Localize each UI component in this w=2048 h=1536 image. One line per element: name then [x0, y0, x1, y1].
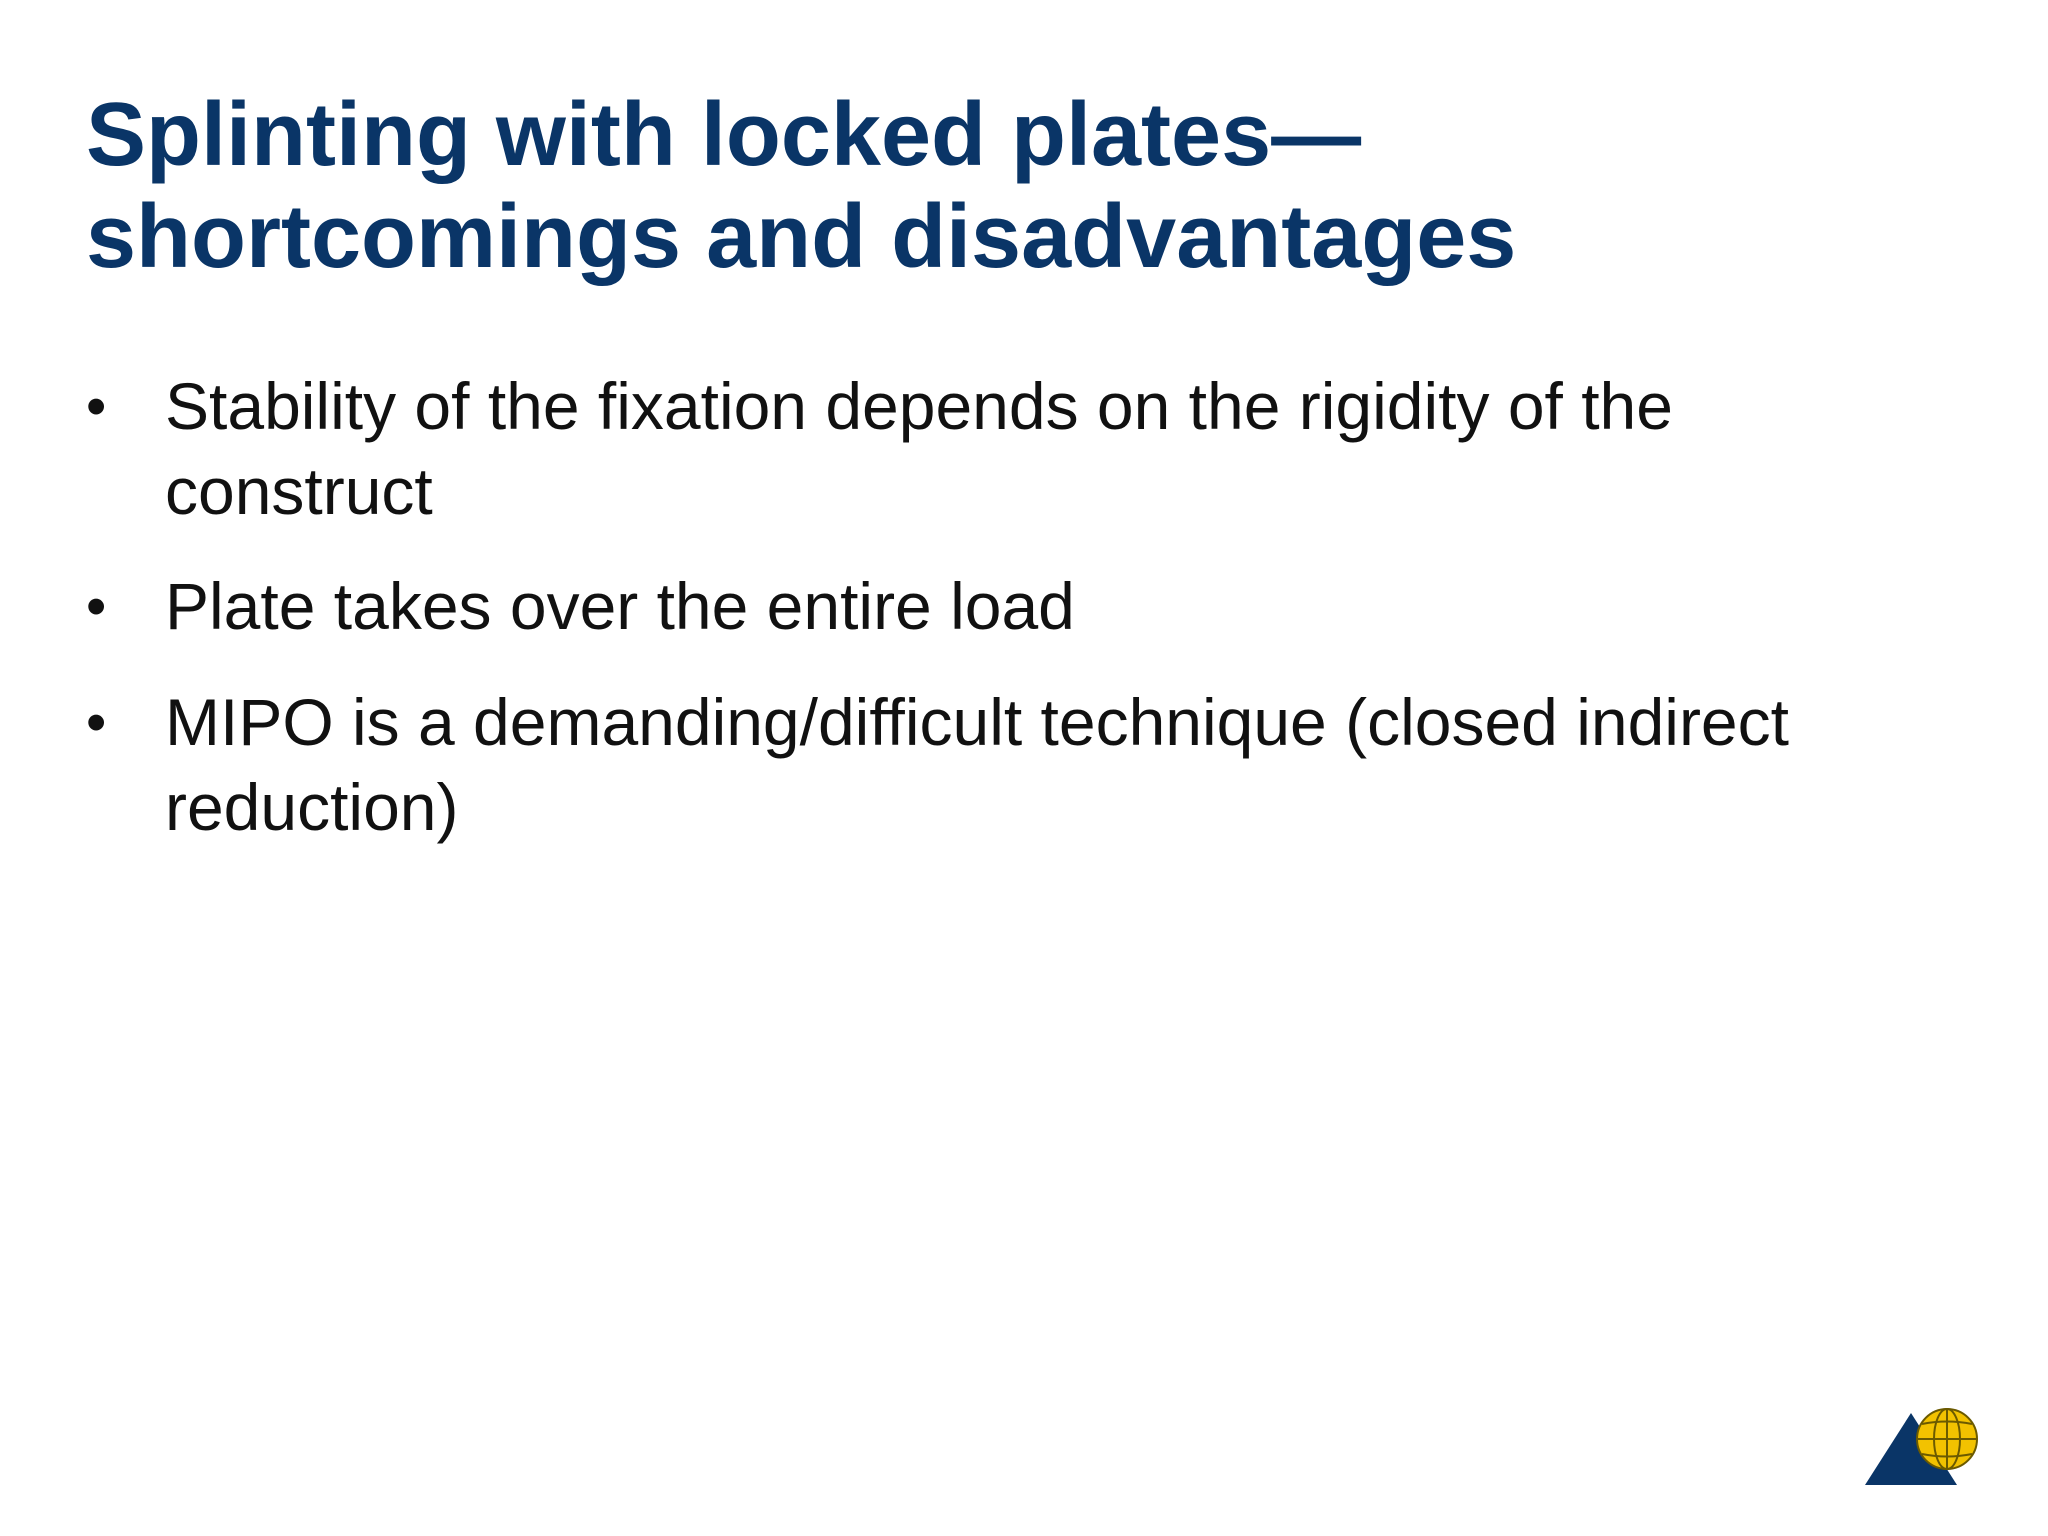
slide-title-line-2: shortcomings and disadvantages: [86, 187, 1517, 287]
bullet-dot: •: [86, 574, 107, 639]
bullet-item-plate-load: [86, 564, 1946, 649]
slide-title: [86, 84, 1936, 288]
triangle-globe-logo-icon: [1865, 1397, 1981, 1487]
bullet-item-stability: [86, 364, 1946, 534]
bullet-list: [86, 364, 1946, 880]
bullet-text-line: Plate takes over the entire load: [165, 569, 1075, 643]
bullet-dot: •: [86, 690, 107, 755]
bullet-text-line: construct: [165, 454, 433, 528]
slide-title-line-1: Splinting with locked plates—: [86, 85, 1362, 185]
bullet-text-line: reduction): [165, 770, 459, 844]
logo-globe: [1917, 1409, 1977, 1469]
bullet-text-line: MIPO is a demanding/difficult technique (closed indirect: [165, 685, 1789, 759]
bullet-item-mipo: [86, 680, 1946, 850]
bullet-text-line: Stability of the fixation depends on the rigidity of the: [165, 369, 1673, 443]
bullet-dot: •: [86, 374, 107, 439]
